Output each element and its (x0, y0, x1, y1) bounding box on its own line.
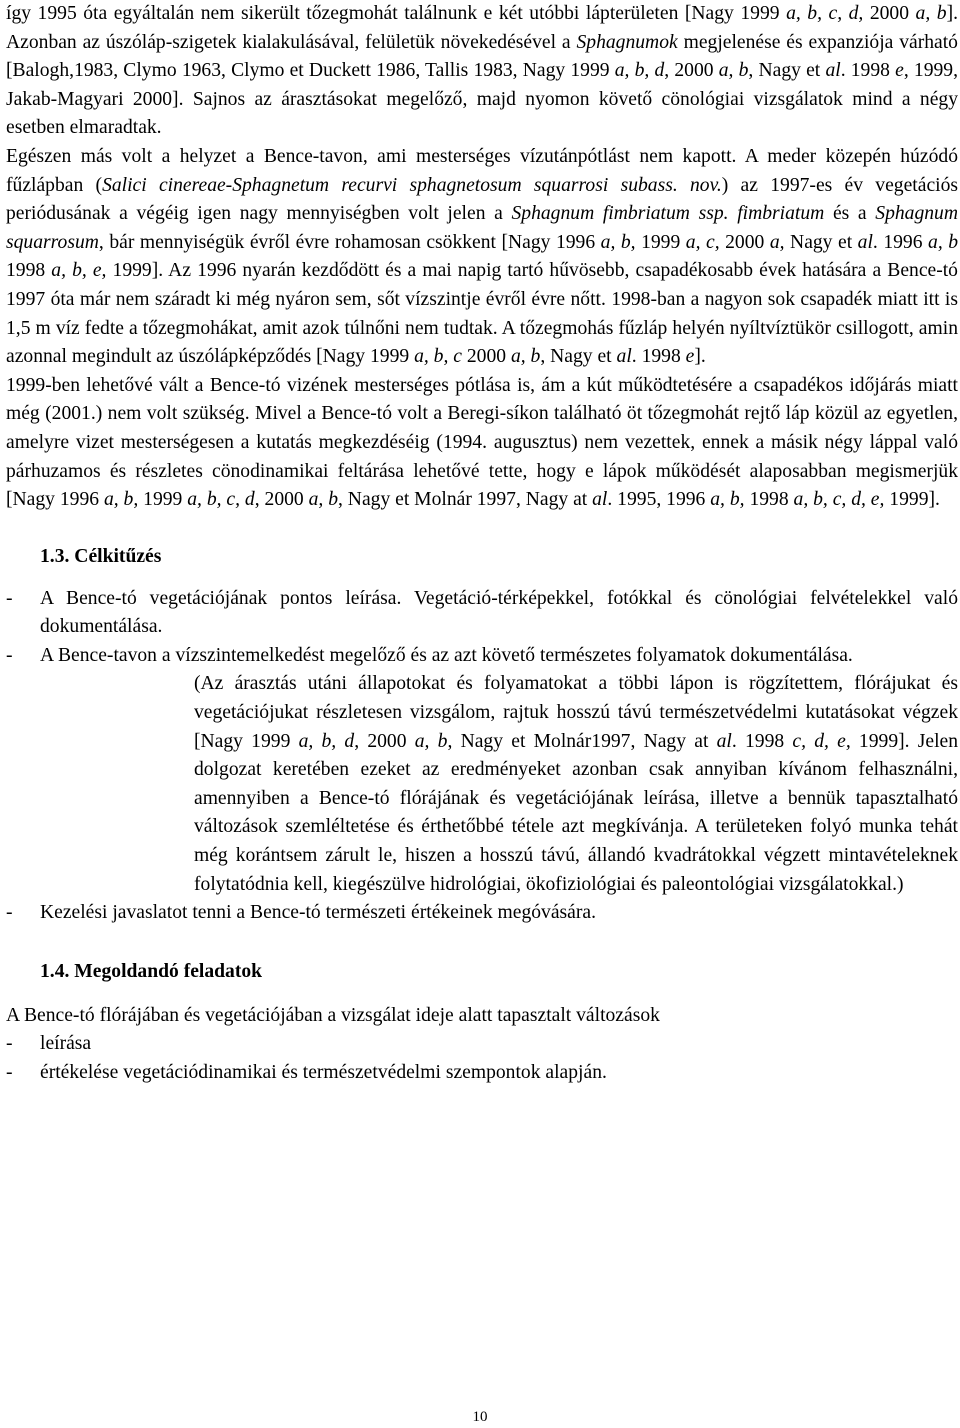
italic-run: e (895, 60, 904, 82)
text-run: . 1998 (840, 60, 896, 82)
italic-run: a, b, (600, 231, 636, 253)
text-run: . 1998 (631, 346, 686, 368)
paragraph-1 (6, 0, 958, 143)
section-heading-1-3: 1.3. Célkitűzés (40, 545, 162, 567)
italic-run: a, b (718, 60, 749, 82)
italic-run: a, b (915, 3, 947, 24)
text-run: (Az árasztás utáni állapotokat és folyamatokat a többi lápon is rögzítettem, flórájukat és vegetációjukat részletesen vizsgálom, rajtuk hosszú távú természetvédelmi kutatásokat végzek [Nagy 1999 (194, 673, 958, 752)
italic-run: a, b, (103, 489, 139, 511)
objective-text: Kezelési javaslatot tenni a Bence-tó természeti értékeinek megóvására. (40, 902, 596, 924)
tasks-intro: A Bence-tó flórájában és vegetációjában a vizsgálat ideje alatt tapasztalt változások (6, 1004, 660, 1026)
text-run: ]. Azonban az úszóláp-szigetek kialakulásával, felületük növekedésével a (6, 3, 958, 53)
italic-run: a, c, (685, 231, 720, 253)
text-run: ) az 1997-es év vegetációs periódusának a végéig igen nagy mennyiségben volt jelen a (6, 174, 959, 225)
text-run: Nagy et (784, 231, 858, 253)
text-run: megjelenése és expanziója várható [Balogh,1983, Clymo 1963, Clymo et Duckett 1986, Tallis 1983, Nagy 1999 (6, 31, 958, 82)
italic-run: c, d, e, (792, 730, 851, 752)
italic-run: a, b, c (414, 346, 462, 368)
text-run: , 2000 (354, 730, 415, 752)
text-run: 1999]. Az 1996 nyarán kezdődött és a mai napig tartó hűvösebb, csapadékosabb évek hatására a Bence-tó 1997 óta már nem száradt ki még nyáron sem, sőt vízszintje évről évre nőtt. 1998-ban a nagyon sok csapadék miatt itt is 1,5 m víz fedte a tőzegmohákat, amit azok túlnőni nem tudtak. A tőzegmohás fűzláp helyén nyíltvíztükör csillogott, amin azonnal megindult az úszólápképződés [Nagy 1999 (6, 260, 958, 368)
text-run: 1998 (6, 260, 52, 282)
text-run: . 1996 (872, 231, 929, 253)
text-run: így 1995 óta egyáltalán nem sikerült tőzegmohát találnunk e két utóbbi lápterületen [Nagy 1999 (6, 3, 787, 24)
text-run: . 1998 (731, 730, 793, 752)
bullet-dash: - (6, 644, 13, 666)
indented-note (6, 670, 958, 899)
italic-run: Sphagnum fimbriatum ssp. fimbriatum (511, 203, 825, 225)
italic-run: Sphagnum squarrosum (6, 203, 958, 253)
italic-run: a, b (308, 489, 338, 511)
text-run: 2000 (719, 231, 770, 253)
text-run: , Nagy et Molnár1997, Nagy at (447, 730, 717, 752)
paragraph-3 (6, 372, 958, 515)
text-run: és a (824, 203, 876, 225)
bullet-dash: - (6, 587, 13, 609)
italic-run: Sphagnumok (576, 31, 678, 53)
italic-run: a, b, c, d (187, 489, 255, 511)
task-item-1 (6, 1030, 958, 1059)
text-run: 1999-ben lehetővé vált a Bence-tó vizének mesterséges pótlása is, ám a kút működtetésére a csapadékos időjárás miatt még (2001.) nem volt szükség. Mivel a Bence-tó volt a Beregi-síkon található öt tőzegmohát rejtő láp közül az egyetlen, amelyre vizet mesterségesen a kutatás megkezdéséig (1994. augusztus) nem vezettek, ennek a másik négy láppal való párhuzamos és részletes cönodinamikai feltárása lehetővé tette, hogy e lápok működését alaposabban megismerjük [Nagy 1996 (6, 374, 958, 511)
text-run: . 1995, 1996 (607, 489, 711, 511)
page-number: 10 (472, 1409, 488, 1425)
section-heading-1-4: 1.4. Megoldandó feladatok (40, 960, 263, 982)
paragraph-2 (6, 143, 958, 372)
italic-run: a, b, c, d, (786, 3, 864, 24)
text-run: , 1999, Jakab-Magyari 2000]. Sajnos az árasztásokat megelőző, majd nyomon követő cönológiai vizsgálatok mind a négy esetben elmaradtak. (6, 60, 959, 139)
italic-run: a, (769, 231, 785, 253)
italic-run: a, b, c, d, e, (793, 489, 885, 511)
italic-run: e (685, 346, 695, 368)
italic-run: al (857, 231, 873, 253)
italic-run: a, b (510, 346, 541, 368)
bullet-dash: - (6, 1062, 13, 1083)
italic-run: al (616, 346, 632, 368)
italic-run: a, b, d (298, 730, 355, 752)
text-run: , Nagy et (748, 60, 826, 82)
text-run: , bár mennyiségük évről évre rohamosan csökkent [Nagy 1996 (98, 231, 601, 253)
objective-item-1 (6, 585, 958, 642)
text-run: Egészen más volt a helyzet a Bence-tavon, ami mesterséges vízutánpótlást nem kapott. A meder közepén húzódó fűzlápban ( (6, 145, 958, 196)
text-run: 1999]. (884, 489, 940, 511)
objective-text: A Bence-tavon a vízszintemelkedést megelőző és az azt követő természetes folyamatok dokumentálása. (40, 644, 853, 666)
text-run: ]. (694, 346, 706, 368)
objective-item-2 (6, 642, 958, 671)
italic-run: a, b, (710, 489, 745, 511)
bullet-dash: - (6, 1033, 13, 1055)
task-text: értékelése vegetációdinamikai és természetvédelmi szempontok alapján. (40, 1062, 607, 1083)
text-run: 1999 (138, 489, 188, 511)
text-run: 2000 (461, 346, 511, 368)
italic-run: a, b, d (614, 60, 665, 82)
objective-item-3 (6, 899, 958, 928)
italic-run: a, b (928, 231, 959, 253)
document-page (6, 0, 958, 1088)
text-run: 1999 (635, 231, 686, 253)
text-run: 1999]. Jelen dolgozat keretében ezeket az eredményeket azonban csak annyiban kívánom felhasználni, amennyiben a Bence-tó flórájának és vegetációjának leírása, illetve a bennük tapasztalható változások szemléltetése és érthetőbbé tétele azt megkívánja. A területeken folyó munka tehát még korántsem zárult le, hiszen a hosszú távú, állandó kvadrátokkal végzett mintavételeknek folytatódnia kell, kiegészülve hidrológiai, ökofiziológiai és paleontológiai vizsgálatokkal.) (194, 730, 959, 895)
text-run: , Nagy et (540, 346, 617, 368)
italic-run: a, b (414, 730, 448, 752)
text-run: , 2000 (254, 489, 309, 511)
italic-run: Salici cinereae-Sphagnetum recurvi sphagnetosum squarrosi subass. nov. (102, 174, 722, 196)
text-run: 2000 (863, 3, 916, 24)
text-run: 1998 (744, 489, 794, 511)
text-run: , 2000 (664, 60, 719, 82)
objective-text: A Bence-tó vegetációjának pontos leírása. Vegetáció-térképekkel, fotókkal és cönológiai felvételekkel való dokumentálása. (40, 587, 958, 638)
italic-run: al (825, 60, 841, 82)
task-text: leírása (40, 1033, 92, 1055)
bullet-dash: - (6, 902, 13, 924)
task-item-2 (6, 1059, 958, 1088)
text-run: , Nagy et Molnár 1997, Nagy at (338, 489, 593, 511)
italic-run: a, b, e, (51, 260, 107, 282)
italic-run: al (716, 730, 732, 752)
italic-run: al (592, 489, 608, 511)
